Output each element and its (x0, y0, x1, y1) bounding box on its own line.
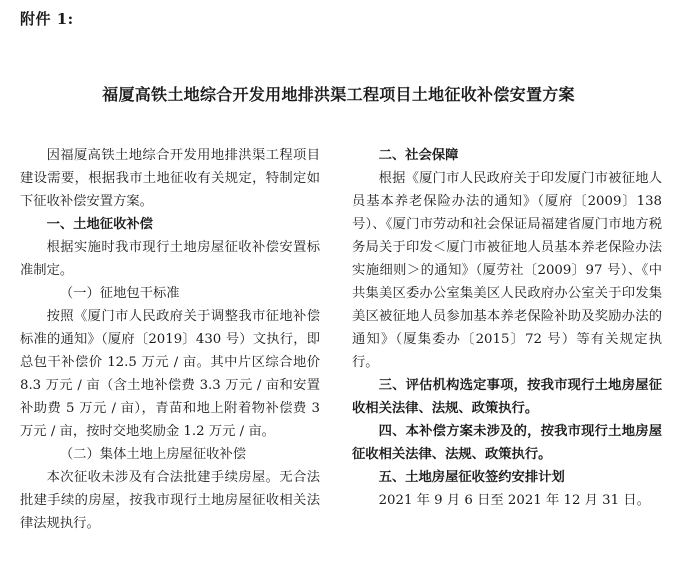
section1-heading: 一、土地征收补偿 (46, 217, 153, 232)
section2-body: 根据《厦门市人民政府关于印发厦门市被征地人员基本养老保险办法的通知》（厦府〔2009〕138 号）、《厦门市劳动和社会保证局福建省厦门市地方税务局关于印发＜厦门市被征地人员基本养老保险办法实施细则＞的通知》（厦劳社〔2009〕97 号）、《中共集美区委办公室集美区人民政府办公室关于印发集美区被征地人员参加基本养老保险补助及奖励办法的通知》（厦集委办〔2015〕72 号）等有关规定执行。 (352, 171, 662, 370)
section3-paragraph: 三、评估机构选定事项，按我市现行土地房屋征收相关法律、法规、政策执行。 (352, 378, 662, 416)
sub2-heading: （二）集体土地上房屋征收补偿 (59, 447, 247, 462)
section1-body: 根据实施时我市现行土地房屋征收补偿安置标准制定。 (20, 240, 320, 278)
section2-heading: 二、社会保障 (378, 148, 459, 163)
section4-paragraph: 四、本补偿方案未涉及的，按我市现行土地房屋征收相关法律、法规、政策执行。 (352, 424, 662, 462)
sub1-body: 按照《厦门市人民政府关于调整我市征地补偿标准的通知》（厦府〔2019〕430 号）文执行，即总包干补偿价 12.5 万元 / 亩。其中片区综合地价 8.3 万元 / 亩（含土地补偿费 3.3 万元 / 亩和安置补助费 5 万元 / 亩），青苗和地上附着物补偿费 3 万元 / 亩，按时交地奖励金 1.2 万元 / 亩。 (20, 309, 320, 439)
section5-body: 2021 年 9 月 6 日至 2021 年 12 月 31 日。 (378, 493, 650, 508)
attachment-label: 附件 1: (20, 10, 74, 28)
sub2-body: 本次征收未涉及有合法批建手续房屋。无合法批建手续的房屋，按我市现行土地房屋征收相关法律法规执行。 (20, 470, 320, 531)
sub1-heading: （一）征地包干标准 (59, 286, 180, 301)
document-title: 福厦高铁土地综合开发用地排洪渠工程项目土地征收补偿安置方案 (102, 85, 575, 104)
intro-paragraph: 因福厦高铁土地综合开发用地排洪渠工程项目建设需要，根据我市土地征收有关规定，特制定如下征收补偿安置方案。 (20, 148, 320, 209)
section5-heading: 五、土地房屋征收签约安排计划 (378, 470, 565, 485)
left-column (20, 144, 320, 535)
right-column (352, 144, 662, 512)
